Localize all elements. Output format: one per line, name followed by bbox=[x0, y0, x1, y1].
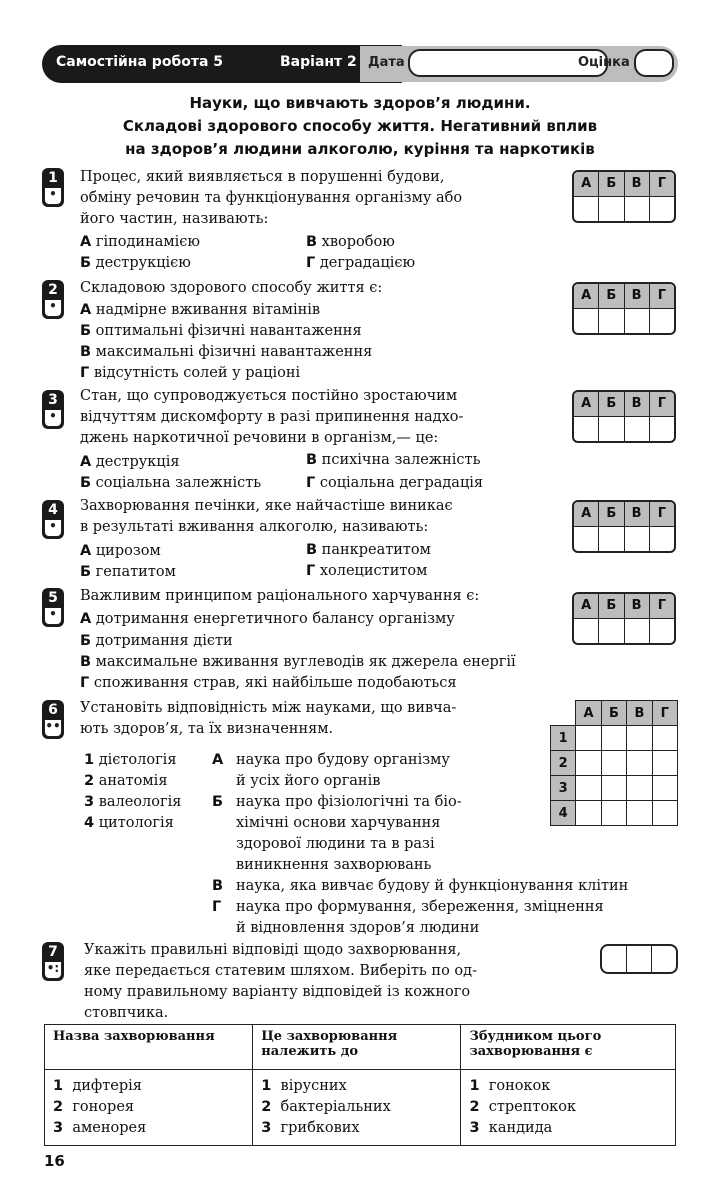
option: А гіподинамією bbox=[80, 234, 201, 250]
option: Г відсутність солей у раціоні bbox=[80, 365, 301, 381]
option: В максимальні фізичні навантаження bbox=[80, 344, 373, 360]
match-right-text: виникнення захворювань bbox=[236, 857, 432, 873]
match-right-letter: А bbox=[212, 752, 224, 768]
option: Б дотримання дієти bbox=[80, 633, 233, 649]
topic-line-1: Науки, що вивчають здоров’я людини. bbox=[189, 94, 531, 112]
worksheet-header bbox=[42, 45, 678, 83]
question-3-text-line: Стан, що супроводжується постійно зростаючим bbox=[80, 388, 458, 404]
option: В хворобою bbox=[306, 234, 395, 250]
match-left-item: 1 дієтологія bbox=[84, 752, 177, 768]
answer-boxes-q7[interactable] bbox=[600, 944, 678, 974]
option: Г холециститом bbox=[306, 563, 428, 579]
question-6-text-line: Установіть відповідність між науками, що вивча- bbox=[80, 700, 457, 716]
question-number-badge: 2 • bbox=[42, 280, 64, 319]
option: Г споживання страв, які найбільше подобаються bbox=[80, 675, 457, 691]
option: Г деградацією bbox=[306, 255, 416, 271]
question-1-text-line: його частин, називають: bbox=[80, 211, 269, 227]
option: Г соціальна деградація bbox=[306, 475, 484, 491]
table-cell: 1 дифтерія 2 гонорея 3 аменорея bbox=[45, 1070, 253, 1146]
option: В максимальне вживання вуглеводів як джерела енергії bbox=[80, 654, 516, 670]
answer-grid-q5[interactable]: А Б В Г bbox=[572, 592, 676, 645]
option: А дотримання енергетичного балансу організму bbox=[80, 611, 455, 627]
question-number-badge: 3 • bbox=[42, 390, 64, 429]
option: В панкреатитом bbox=[306, 542, 431, 558]
page-number: 16 bbox=[44, 1152, 65, 1170]
question-1-text-line: обміну речовин та функціонування організму або bbox=[80, 190, 463, 206]
question-3-text-line: джень наркотичної речовини в організм,— це: bbox=[80, 430, 439, 446]
match-right-letter: В bbox=[212, 878, 224, 894]
date-label: Дата bbox=[368, 55, 405, 70]
question-number-badge: 5 • bbox=[42, 588, 64, 627]
match-right-text: наука про будову організму bbox=[236, 752, 450, 768]
match-right-text: й усіх його органів bbox=[236, 773, 381, 789]
disease-table bbox=[44, 1024, 676, 1146]
question-7-text-line: стовпчика. bbox=[84, 1005, 169, 1021]
answer-grid-q1[interactable]: А Б В Г bbox=[572, 170, 676, 223]
topic-line-3: на здоров’я людини алкоголю, куріння та наркотиків bbox=[125, 140, 595, 158]
option: В психічна залежність bbox=[306, 452, 481, 468]
option: Б гепатитом bbox=[80, 564, 176, 580]
variant-label: Варіант 2 bbox=[280, 54, 357, 70]
grade-field[interactable] bbox=[634, 49, 674, 77]
match-right-text: наука про формування, збереження, зміцнення bbox=[236, 899, 604, 915]
question-2-text-line: Складовою здорового способу життя є: bbox=[80, 280, 383, 296]
match-right-letter: Г bbox=[212, 899, 222, 915]
match-right-text: наука, яка вивчає будову й функціонування клітин bbox=[236, 878, 629, 894]
question-1-text-line: Процес, який виявляється в порушенні будови, bbox=[80, 169, 445, 185]
answer-grid-q4[interactable]: А Б В Г bbox=[572, 500, 676, 553]
table-header: Це захворювання належить до bbox=[253, 1025, 461, 1070]
question-7-text-line: ному правильному варіанту відповідей із кожного bbox=[84, 984, 471, 1000]
match-left-item: 3 валеологія bbox=[84, 794, 182, 810]
question-number-badge: 7 •: bbox=[42, 942, 64, 981]
question-7-text-line: Укажіть правильні відповіді щодо захворювання, bbox=[84, 942, 462, 958]
option: Б оптимальні фізичні навантаження bbox=[80, 323, 362, 339]
answer-grid-q3[interactable]: А Б В Г bbox=[572, 390, 676, 443]
match-right-text: наука про фізіологічні та біо- bbox=[236, 794, 462, 810]
match-right-text: хімічні основи харчування bbox=[236, 815, 441, 831]
table-header: Збудником цього захворювання є bbox=[461, 1025, 676, 1070]
match-right-letter: Б bbox=[212, 794, 224, 810]
question-number-badge: 4 • bbox=[42, 500, 64, 539]
table-cell: 1 вірусних 2 бактеріальних 3 грибкових bbox=[253, 1070, 461, 1146]
question-7-text-line: яке передається статевим шляхом. Виберіть по од- bbox=[84, 963, 477, 979]
match-right-text: й відновлення здоров’я людини bbox=[236, 920, 480, 936]
option: Б соціальна залежність bbox=[80, 475, 262, 491]
question-4-text-line: Захворювання печінки, яке найчастіше виникає bbox=[80, 498, 453, 514]
question-4-text-line: в результаті вживання алкоголю, називають: bbox=[80, 519, 429, 535]
option: А деструкція bbox=[80, 454, 180, 470]
table-cell: 1 гонокок 2 стрептокок 3 кандида bbox=[461, 1070, 676, 1146]
topic-line-2: Складові здорового способу життя. Негативний вплив bbox=[122, 117, 598, 135]
question-number-badge: 1 • bbox=[42, 168, 64, 207]
question-3-text-line: відчуттям дискомфорту в разі припинення надхо- bbox=[80, 409, 464, 425]
question-number-badge: 6 •• bbox=[42, 700, 64, 739]
match-left-item: 2 анатомія bbox=[84, 773, 168, 789]
question-5-text-line: Важливим принципом раціонального харчування є: bbox=[80, 588, 480, 604]
match-right-text: здорової людини та в разі bbox=[236, 836, 435, 852]
answer-grid-q2[interactable]: А Б В Г bbox=[572, 282, 676, 335]
worksheet-title: Самостійна робота 5 bbox=[56, 54, 224, 70]
option: А цирозом bbox=[80, 543, 161, 559]
answer-grid-q6[interactable]: А Б В Г 1 2 3 4 bbox=[550, 700, 678, 826]
option: Б деструкцією bbox=[80, 255, 191, 271]
option: А надмірне вживання вітамінів bbox=[80, 302, 321, 318]
grade-label: Оцінка bbox=[578, 55, 630, 70]
table-header: Назва захворювання bbox=[45, 1025, 253, 1070]
match-left-item: 4 цитологія bbox=[84, 815, 174, 831]
question-6-text-line: ють здоров’я, та їх визначенням. bbox=[80, 721, 334, 737]
